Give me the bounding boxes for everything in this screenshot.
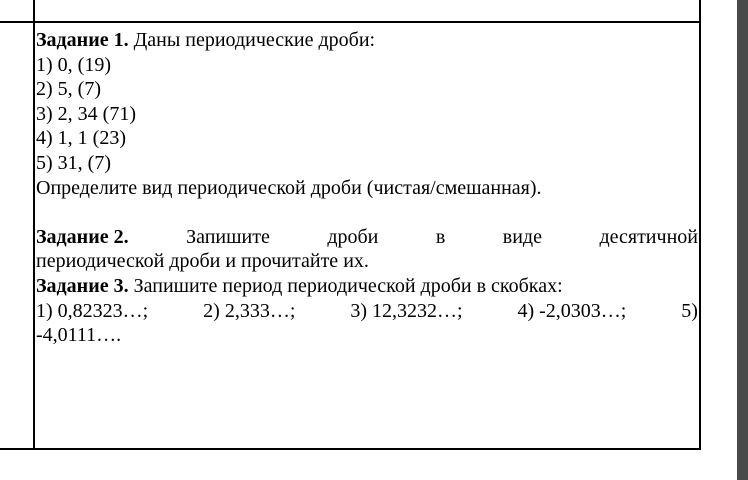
task3-line3: -4,0111…. (36, 324, 122, 347)
task3-title: Задание 3. (36, 274, 129, 297)
task1-title: Задание 1. (36, 29, 129, 51)
task1-text: Даны периодические дроби: (133, 29, 376, 51)
task2-line1 (36, 225, 698, 250)
task3-line2 (36, 299, 698, 324)
task1-item: 3) 2, 34 (71) (36, 102, 136, 125)
task1-item: 1) 0, (19) (36, 53, 111, 76)
task2-word: десятичной (599, 225, 698, 248)
task3-part: 4) -2,0303…; (517, 299, 627, 322)
table-left-border (33, 0, 35, 450)
task3-part: 1) 0,82323…; (36, 299, 149, 322)
task1-item: 2) 5, (7) (36, 78, 101, 101)
task2-word: в (435, 225, 446, 248)
task2-word: дроби (327, 225, 379, 248)
task1-question: Определите вид периодической дроби (чистая/смешанная). (36, 176, 542, 199)
task2-word: виде (502, 225, 542, 248)
table-cell-content (36, 28, 698, 348)
task1-item: 4) 1, 1 (23) (36, 127, 126, 150)
table-row-divider-top (0, 21, 701, 23)
task3-header (36, 274, 698, 299)
task1-item: 5) 31, (7) (36, 151, 111, 174)
page-edge-bar (737, 0, 748, 480)
paragraph-spacer (36, 200, 698, 225)
table-right-border (699, 0, 701, 450)
task2-title: Задание 2. (36, 225, 129, 248)
table-row-divider-bottom (0, 448, 701, 450)
task3-part: 5) (681, 299, 698, 322)
task2-line2: периодической дроби и прочитайте их. (36, 250, 369, 273)
task3-part: 2) 2,333…; (203, 299, 296, 322)
task3-part: 3) 12,3232…; (350, 299, 463, 322)
task1-header (36, 28, 698, 53)
task3-text: Запишите период периодической дроби в скобках: (133, 274, 563, 297)
task2-word: Запишите (186, 225, 270, 248)
